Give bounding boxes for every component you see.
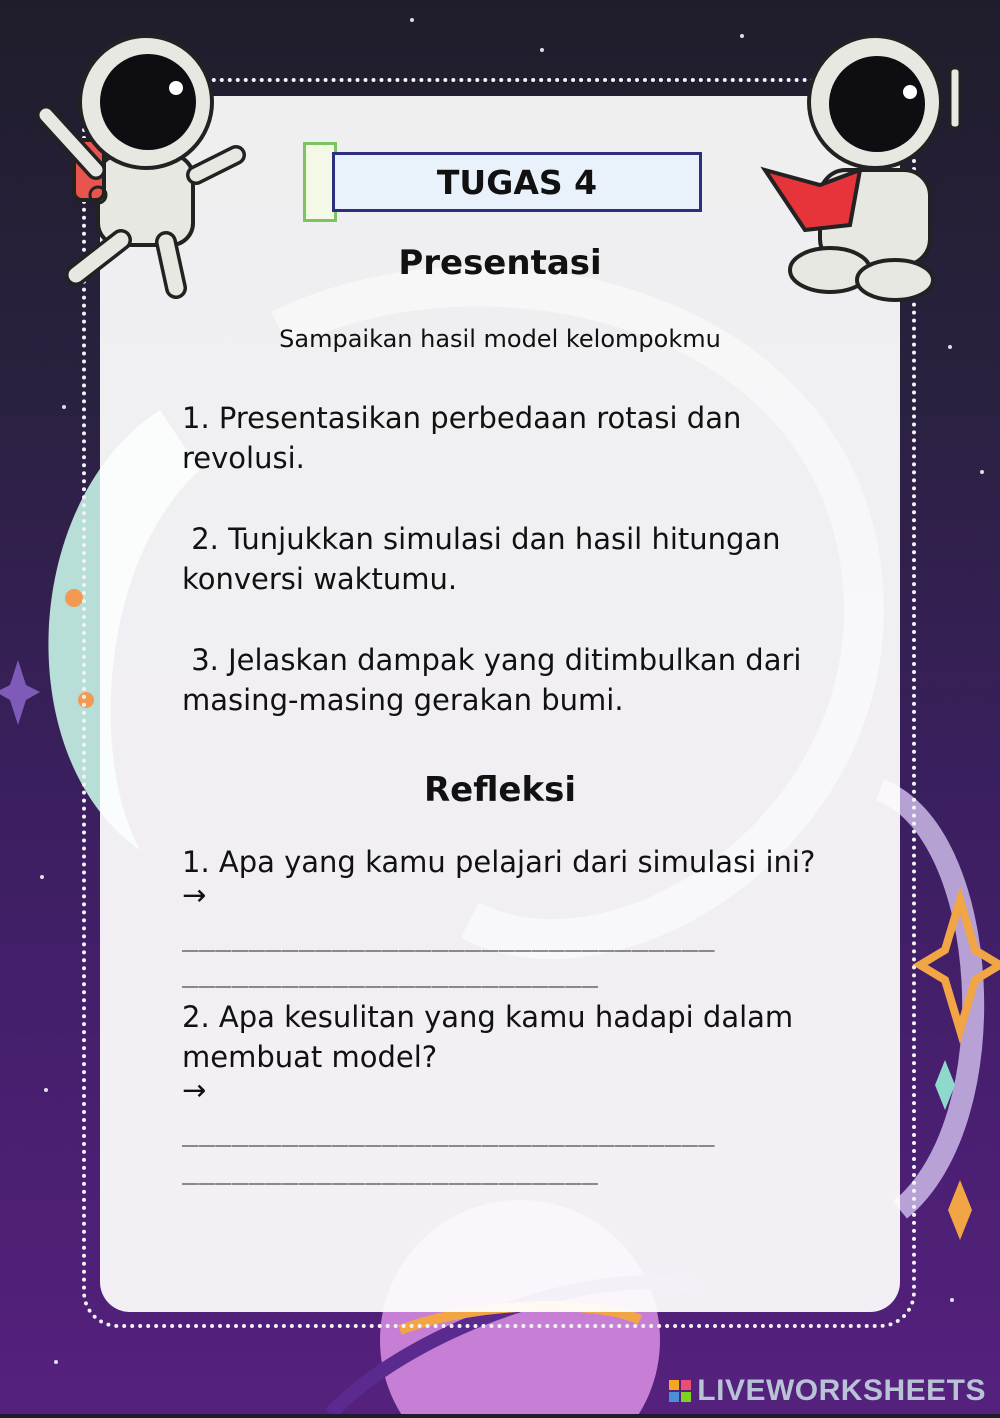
task-title-box: [332, 152, 702, 212]
star: [44, 1088, 48, 1092]
star: [980, 470, 984, 474]
answer-arrow-icon: →: [182, 878, 207, 912]
answer-line-2-1[interactable]: ________________________________: [182, 1116, 715, 1147]
star: [410, 18, 414, 22]
dot-orange-shape: [65, 589, 83, 607]
sparkle-purple-shape: [0, 660, 40, 725]
section-heading-refleksi: Refleksi: [423, 770, 576, 810]
answer-line-1-1[interactable]: ________________________________: [182, 921, 715, 952]
answer-line-1-2[interactable]: _________________________: [182, 957, 599, 988]
reflection-question-2: 2. Apa kesulitan yang kamu hadapi dalam membuat model?: [182, 1000, 803, 1074]
task-title: TUGAS 4: [436, 162, 598, 202]
liveworksheets-watermark: [669, 1374, 986, 1408]
reflection-question-1: 1. Apa yang kamu pelajari dari simulasi ini?: [182, 845, 816, 879]
star: [740, 34, 744, 38]
section-subtitle: Sampaikan hasil model kelompokmu: [279, 325, 721, 353]
liveworksheets-logo-icon: [669, 1380, 691, 1402]
star: [540, 48, 544, 52]
star: [948, 345, 952, 349]
star: [40, 875, 44, 879]
star: [950, 1298, 954, 1302]
sparkle-gold-shape: [948, 1180, 972, 1240]
answer-arrow-icon: →: [182, 1073, 207, 1107]
star: [54, 1360, 58, 1364]
presentation-item-2: 2. Tunjukkan simulasi dan hasil hitungan konversi waktumu.: [182, 522, 790, 596]
star: [62, 405, 66, 409]
answer-line-2-2[interactable]: _________________________: [182, 1154, 599, 1185]
presentation-item-3: 3. Jelaskan dampak yang ditimbulkan dari masing-masing gerakan bumi.: [182, 643, 811, 717]
section-heading-presentasi: Presentasi: [398, 243, 602, 283]
watermark-text: LIVEWORKSHEETS: [697, 1374, 986, 1407]
presentation-item-1: 1. Presentasikan perbedaan rotasi dan revolusi.: [182, 401, 751, 475]
